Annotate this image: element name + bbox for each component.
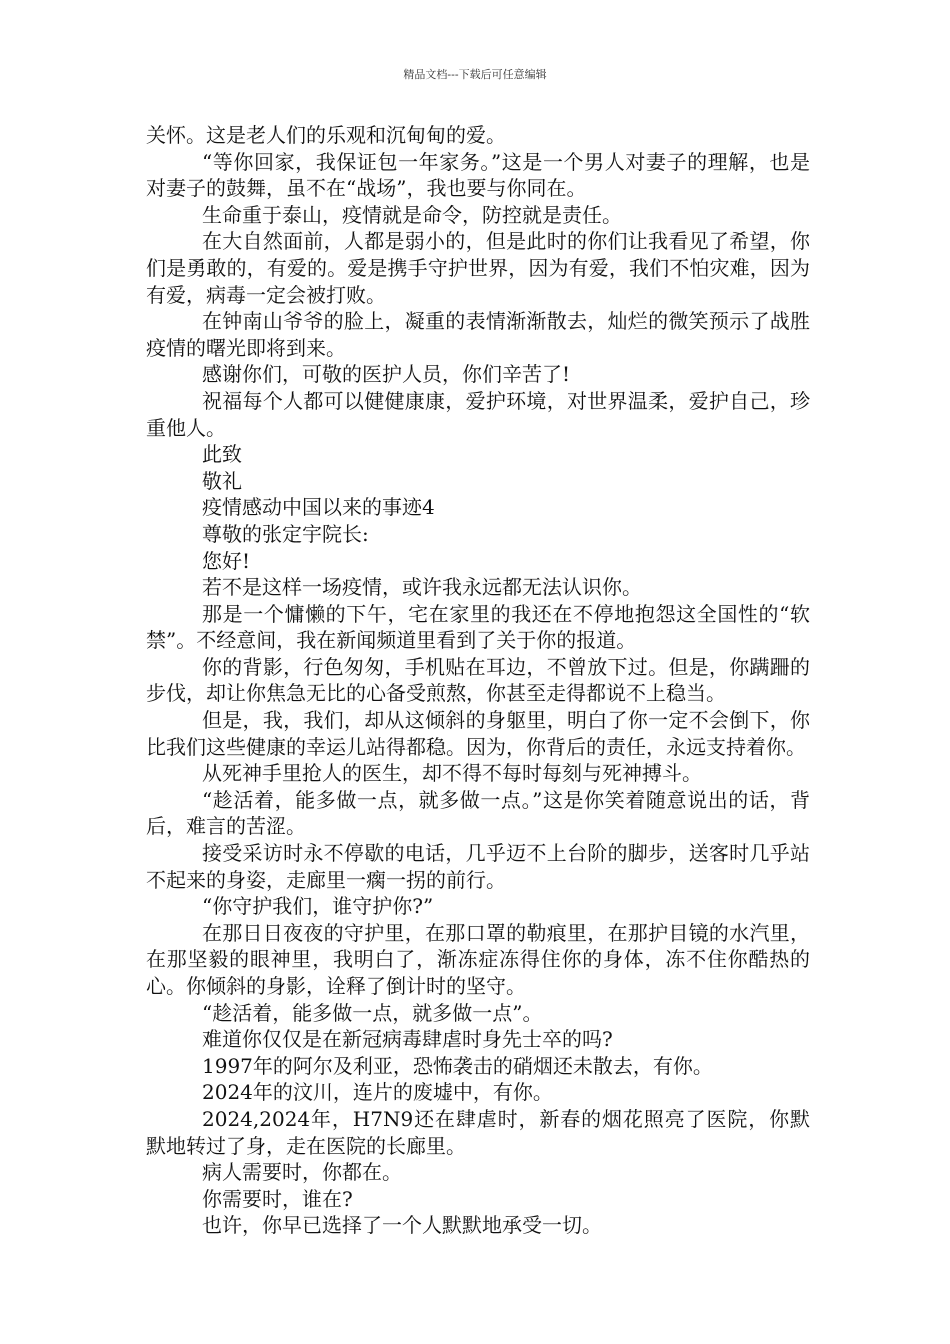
paragraph: 难道你仅仅是在新冠病毒肆虐时身先士卒的吗?	[202, 1027, 613, 1052]
paragraph: “趁活着，能多做一点，就多做一点”。	[202, 1000, 543, 1025]
paragraph: 你需要时，谁在?	[202, 1186, 353, 1211]
paragraph: 祝福每个人都可以健健康康，爱护环境，对世界温柔，爱护自己，珍重他人。	[146, 388, 810, 440]
paragraph: 接受采访时永不停歇的电话，几乎迈不上台阶的脚步，送客时几乎站不起来的身姿，走廊里一瘸一拐的前行。	[146, 841, 810, 892]
paragraph: 生命重于泰山，疫情就是命令，防控就是责任。	[202, 202, 622, 227]
paragraph: 也许，你早已选择了一个人默默地承受一切。	[202, 1213, 602, 1238]
paragraph: 若不是这样一场疫情，或许我永远都无法认识你。	[202, 575, 642, 600]
paragraph: 病人需要时，你都在。	[202, 1160, 402, 1185]
paragraph: 在那日日夜夜的守护里，在那口罩的勒痕里，在那护目镜的水汽里，在那坚毅的眼神里，我明白了，渐冻症冻得住你的身体，冻不住你酷热的心。你倾斜的身影，诠释了倒计时的坚守。	[146, 920, 810, 998]
section-title: 疫情感动中国以来的事迹4	[202, 495, 435, 520]
paragraph: 在大自然面前，人都是弱小的，但是此时的你们让我看见了希望，你们是勇敢的，有爱的。爱是携手守护世界，因为有爱，我们不怕灾难，因为有爱，病毒一定会被打败。	[146, 229, 810, 307]
paragraph: 在钟南山爷爷的脸上，凝重的表情渐渐散去，灿烂的微笑预示了战胜疫情的曙光即将到来。	[146, 309, 810, 360]
salutation: 尊敬的张定宇院长:	[202, 521, 369, 546]
paragraph: “趁活着，能多做一点，就多做一点。”这是你笑着随意说出的话，背后，难言的苦涩。	[146, 787, 810, 839]
greeting: 您好!	[202, 548, 251, 573]
paragraph: 那是一个慵懒的下午，宅在家里的我还在不停地抱怨这全国性的“软禁”。不经意间，我在新闻频道里看到了关于你的报道。	[146, 601, 810, 653]
page-header: 精品文档---下载后可任意编辑	[403, 68, 547, 81]
paragraph: 2024年的汶川，连片的废墟中，有你。	[202, 1080, 553, 1105]
paragraph: 关怀。这是老人们的乐观和沉甸甸的爱。	[146, 123, 506, 147]
paragraph: 2024,2024年，H7N9还在肆虐时，新春的烟花照亮了医院，你默默地转过了身，走在医院的长廊里。	[146, 1106, 810, 1158]
paragraph: 从死神手里抢人的医生，却不得不每时每刻与死神搏斗。	[202, 761, 702, 786]
closing-line: 此致	[202, 442, 242, 467]
paragraph: 感谢你们，可敬的医护人员，你们辛苦了!	[202, 362, 571, 387]
paragraph: 你的背影，行色匆匆，手机贴在耳边，不曾放下过。但是，你蹒跚的步伐，却让你焦急无比的心备受煎熬，你甚至走得都说不上稳当。	[146, 654, 810, 706]
paragraph: “你守护我们，谁守护你?”	[202, 894, 434, 919]
closing-line: 敬礼	[202, 468, 242, 493]
paragraph: 1997年的阿尔及利亚，恐怖袭击的硝烟还未散去，有你。	[202, 1053, 713, 1078]
document-body	[146, 122, 810, 1239]
paragraph: “等你回家，我保证包一年家务。”这是一个男人对妻子的理解，也是对妻子的鼓舞，虽不在“战场”，我也要与你同在。	[146, 149, 810, 201]
paragraph: 但是，我，我们，却从这倾斜的身躯里，明白了你一定不会倒下，你比我们这些健康的幸运儿站得都稳。因为，你背后的责任，永远支持着你。	[146, 708, 810, 759]
